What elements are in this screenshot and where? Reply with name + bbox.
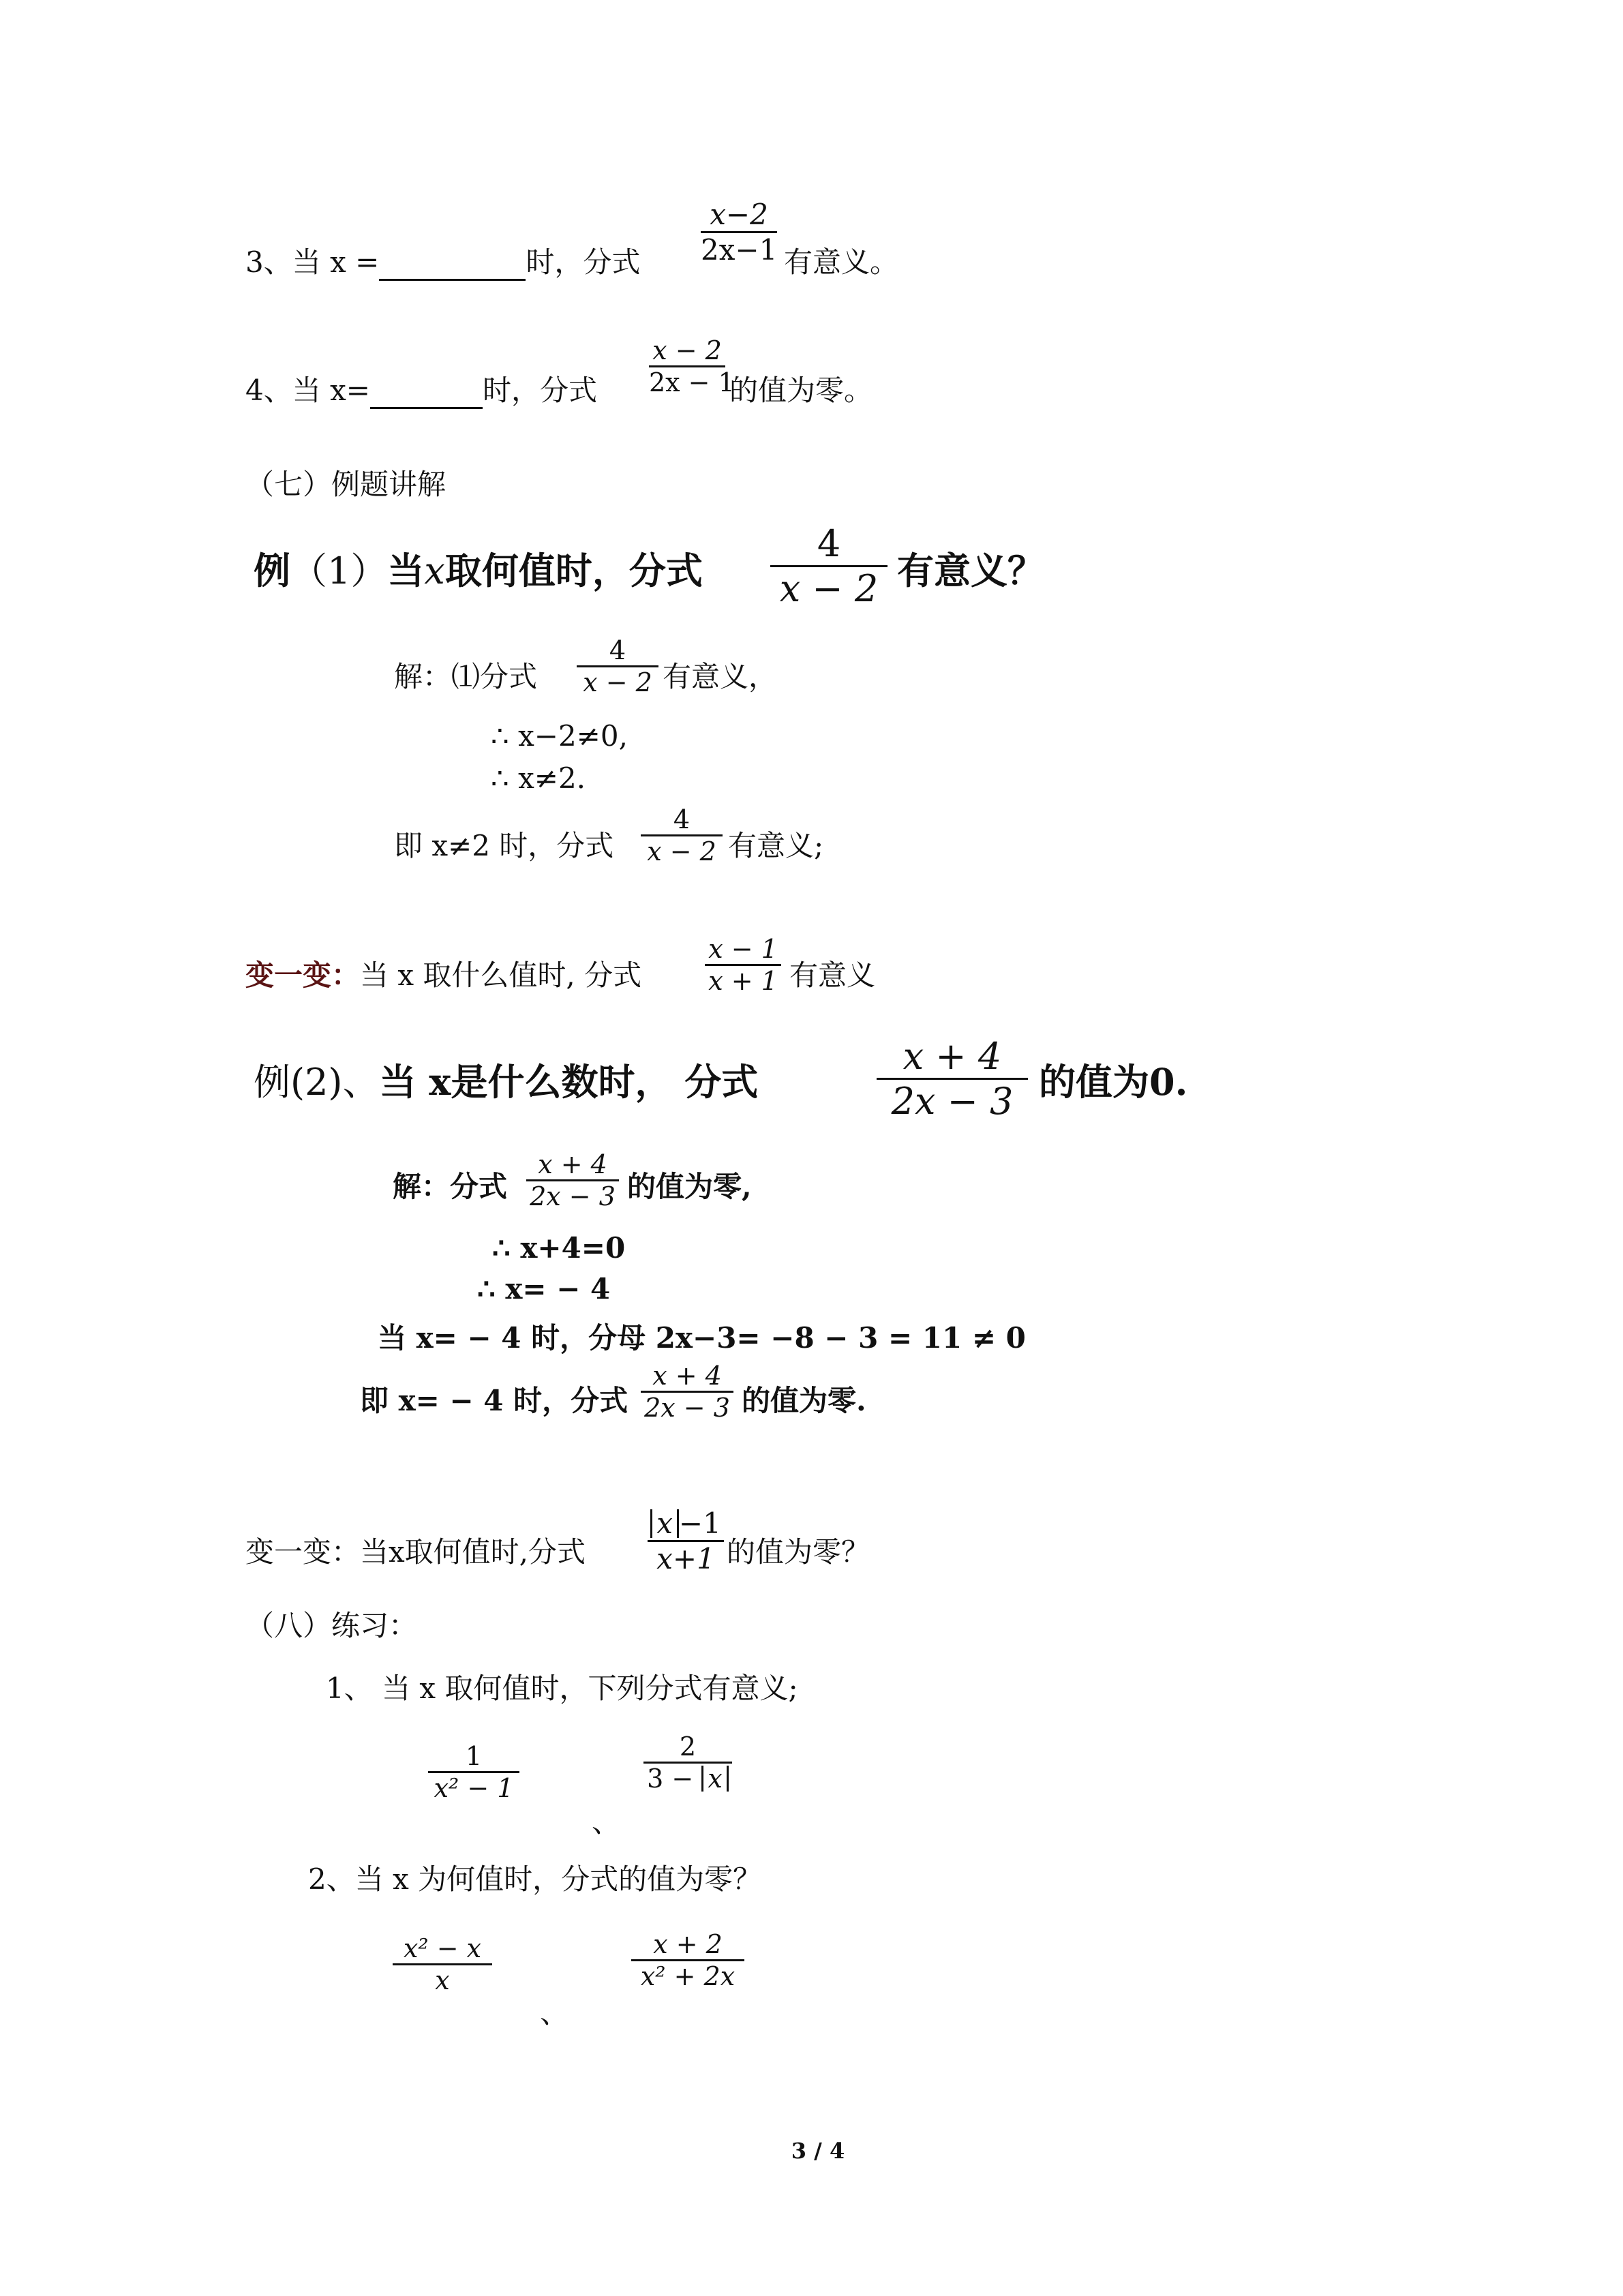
practice-2-text: 2、当 x 为何值时，分式的值为零？ (308, 1862, 762, 1896)
q3-suffix: 时，分式 (526, 245, 641, 279)
variation-2-abs-x: x (650, 1509, 679, 1538)
sol-1-fraction-1 (577, 635, 658, 697)
example-1-tail: 有意义？ (897, 549, 1044, 592)
section-7-title: （七）例题讲解 (245, 468, 446, 501)
practice-1-a-den: x² − 1 (434, 1773, 514, 1803)
q3-frac-num: x−2 (710, 198, 768, 231)
example-2-text: 当 x是什么数时， 分式 (379, 1060, 759, 1104)
sol-2-line-5a: 即 x= − 4 时，分式 (360, 1384, 628, 1417)
q4-frac-den: 2x − 1 (649, 367, 735, 397)
variation-1-label: 变一变： (245, 958, 361, 992)
practice-2-fraction-b (631, 1929, 744, 1991)
practice-2-b-den: x² + 2x (640, 1961, 735, 1991)
q4-prefix: 4、当 x= (245, 374, 370, 407)
q4-suffix: 时，分式 (482, 374, 597, 407)
sol-2-fraction-1 (526, 1149, 619, 1211)
sol-1-fraction-2 (641, 804, 723, 866)
example-1-label: 例 (254, 549, 290, 592)
practice-1-b-den-a: 3 − (647, 1764, 694, 1794)
practice-1-fraction-a (428, 1741, 519, 1803)
example-2-label: 例(2)、 (254, 1061, 380, 1104)
sol-2-frac-2-num: x + 4 (652, 1361, 722, 1391)
sol-1-frac-1-den: x − 2 (583, 667, 652, 697)
variation-1-tail: 有意义 (789, 958, 876, 992)
example-1-frac-num: 4 (817, 522, 841, 565)
example-2-tail: 的值为0. (1039, 1060, 1188, 1104)
sol-1-line-4a: 即 x≠2 时，分式 (394, 829, 614, 862)
q3-line (245, 240, 640, 281)
practice-2-fraction-a (393, 1933, 492, 1995)
sol-1-line-2: ∴ x−2≠0, (491, 719, 628, 753)
q4-frac-num: x − 2 (652, 335, 722, 365)
example-1-var: x (424, 549, 445, 592)
sol-2-frac-1-den: 2x − 3 (530, 1181, 616, 1211)
practice-1-fraction-b (643, 1732, 732, 1794)
practice-2-b-num: x + 2 (653, 1929, 723, 1959)
variation-2-tail: 的值为零？ (727, 1535, 870, 1569)
example-1-fraction (770, 522, 888, 610)
example-1-line (254, 542, 703, 594)
example-2-frac-num: x + 4 (902, 1035, 1002, 1078)
sol-2-line-5b: 的值为零. (742, 1384, 866, 1417)
practice-2-a-den: x (435, 1965, 450, 1995)
practice-2-separator: 、 (540, 1996, 569, 2029)
sol-2-frac-2-den: 2x − 3 (644, 1393, 730, 1423)
sol-1-line-1a: 解：⑴分式 (394, 660, 538, 693)
practice-1-a-num: 1 (465, 1741, 483, 1771)
q4-tail: 的值为零。 (729, 374, 873, 407)
variation-1-line (245, 953, 641, 994)
practice-1-b-num: 2 (679, 1732, 697, 1762)
sol-1-frac-1-num: 4 (609, 635, 626, 665)
example-2-frac-den: 2x − 3 (891, 1080, 1014, 1123)
example-2-line (254, 1053, 758, 1106)
q3-tail: 有意义。 (784, 245, 899, 279)
sol-1-line-4b: 有意义; (728, 829, 824, 862)
variation-1-text: 当 x 取什么值时, 分式 (360, 958, 642, 992)
sol-2-fraction-2 (641, 1361, 733, 1423)
sol-1-line-3: ∴ x≠2. (491, 761, 586, 795)
example-1-text-b: 取何值时，分式 (444, 549, 703, 592)
q3-blank (379, 245, 526, 281)
sol-2-line-1a: 解：分式 (393, 1170, 508, 1203)
q4-blank (370, 374, 483, 409)
variation-2-frac-num-rest: −1 (678, 1507, 721, 1540)
sol-1-frac-2-den: x − 2 (647, 836, 716, 866)
example-2-fraction (877, 1035, 1028, 1123)
section-8-title: （八）练习： (245, 1609, 418, 1642)
variation-1-frac-num: x − 1 (708, 934, 778, 964)
variation-1-fraction (705, 934, 781, 996)
sol-1-frac-2-num: 4 (673, 804, 691, 834)
sol-1-line-1b: 有意义， (663, 660, 778, 693)
practice-2-a-num: x² − x (403, 1933, 482, 1963)
sol-2-line-1b: 的值为零, (627, 1170, 752, 1203)
q3-frac-den: 2x−1 (701, 233, 778, 267)
page-number: 3 / 4 (791, 2138, 845, 2164)
sol-2-line-2: ∴ x+4=0 (492, 1231, 626, 1265)
q4-fraction (649, 335, 735, 397)
q3-prefix: 3、当 x = (245, 245, 380, 279)
q4-line (245, 368, 597, 409)
practice-1-separator: 、 (592, 1805, 621, 1839)
sol-2-frac-1-num: x + 4 (538, 1149, 607, 1179)
practice-1-b-den-abs: x (701, 1766, 728, 1792)
variation-2-frac-den: x+1 (656, 1542, 715, 1575)
variation-1-frac-den: x + 1 (708, 966, 778, 996)
variation-2-frac-num (648, 1507, 724, 1540)
example-1-text-a: 当 (387, 549, 425, 592)
practice-1-b-den (643, 1764, 732, 1794)
sol-2-line-4: 当 x= − 4 时，分母 2x−3= −8 − 3 = 11 ≠ 0 (378, 1321, 1026, 1355)
practice-1-text: 1、 当 x 取何值时，下列分式有意义; (326, 1672, 798, 1705)
variation-2-text: 变一变：当x取何值时,分式 (245, 1535, 586, 1569)
example-1-index: （1） (290, 549, 388, 592)
variation-2-fraction (648, 1507, 724, 1575)
q3-fraction (701, 198, 777, 267)
example-1-frac-den: x − 2 (779, 567, 879, 610)
sol-2-line-3: ∴ x= − 4 (477, 1272, 611, 1305)
